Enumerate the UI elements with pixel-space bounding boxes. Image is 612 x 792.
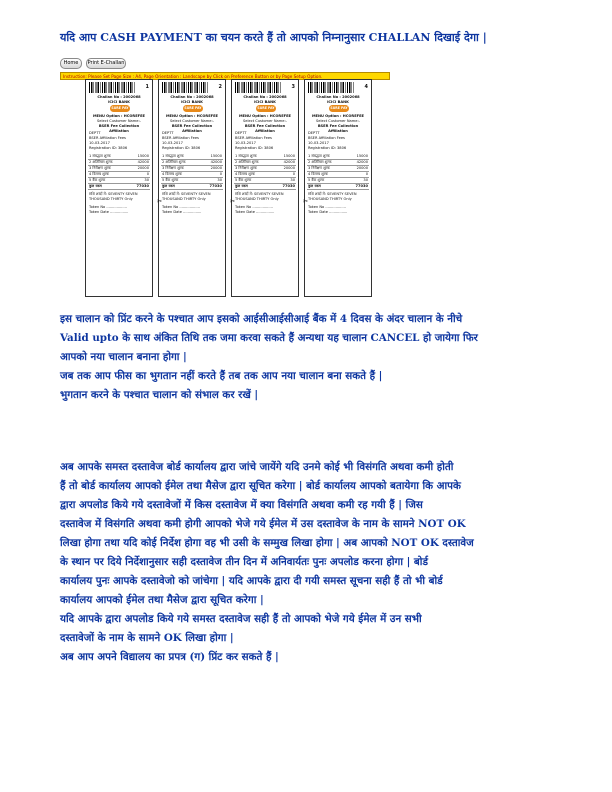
fee-value: 42000 — [137, 160, 149, 164]
total-amount: 77030 — [209, 184, 222, 188]
challan-copies — [85, 79, 377, 299]
fee-label: 1 संबद्धता शुल्क — [308, 154, 330, 158]
paragraph-line: कार्यालय पुनः आपके दस्तावेजो को जांचेगा | यदि आपके द्वारा दी गयी समस्त सूचना सही हैं तो भी बोर्ड — [60, 575, 443, 587]
amount-in-words: राशि शब्दों में: SEVENTY SEVEN THOUSAND THIRTY Only — [235, 192, 284, 201]
paragraph-line: दस्तावेजों के नाम के सामने OK लिखा होगा | — [60, 632, 234, 644]
barcode — [235, 82, 281, 93]
fee-value: 20000 — [137, 166, 149, 170]
fee-value: 30 — [290, 178, 295, 182]
token-date: Token Date ................ — [89, 210, 129, 214]
sure-pay-logo — [183, 105, 203, 112]
fee-value: 30 — [217, 178, 222, 182]
menu-option: MENU Option : HCOREFEE — [311, 114, 365, 118]
total-row — [307, 184, 369, 190]
payment-instructions — [60, 310, 560, 405]
amount-in-words: राशि शब्दों में: SEVENTY SEVEN THOUSAND THIRTY Only — [308, 192, 357, 201]
home-button[interactable]: Home — [60, 58, 82, 69]
select-customer: Select Customer Name:- — [316, 119, 360, 123]
bank-name: ICICI BANK — [108, 100, 130, 104]
barcode — [162, 82, 208, 93]
scissors-icon: ✂ — [157, 198, 163, 205]
challan-copy — [85, 79, 153, 297]
challan-number: Challan No : 2002068 — [97, 95, 141, 99]
fee-label: 5 बैंक शुल्क — [235, 178, 252, 182]
paragraph-line: यदि आपके द्वारा अपलोड किये गये समस्त दस्तावेज सही हैं तो आपको भेजे गये ईमेल में उन सभी — [60, 613, 422, 625]
total-label: कुल रकम — [308, 184, 321, 188]
paragraph-line: जब तक आप फीस का भुगतान नहीं करते हैं तब तक आप नया चालान बना सकते हैं | — [60, 370, 383, 382]
token-date: Token Date ................ — [235, 210, 275, 214]
fee-value: 0 — [219, 172, 222, 176]
total-row — [234, 184, 296, 190]
sure-pay-logo — [329, 105, 349, 112]
fee-label: 1 संबद्धता शुल्क — [235, 154, 257, 158]
challan-copy — [231, 79, 299, 297]
document-verification-instructions — [60, 458, 560, 667]
token-number: Token No .................. — [162, 205, 200, 209]
copy-number: 3 — [291, 84, 295, 90]
service-value: BSER Affiliation Fees — [162, 136, 199, 140]
total-row — [88, 184, 150, 190]
barcode — [89, 82, 135, 93]
fee-value: 0 — [365, 172, 368, 176]
token-number: Token No .................. — [308, 205, 346, 209]
registration-id: Registration ID: 3806 — [89, 146, 128, 150]
select-customer: Select Customer Name:- — [97, 119, 141, 123]
fee-label: 4 विलम्ब शुल्क — [162, 172, 182, 176]
paragraph-line: द्वारा अपलोड किये गये दस्तावेजों में किस दस्तावेज में क्या विसंगति अथवा कमी रह गयी हैं | जिस — [60, 499, 423, 511]
logo-text: SURE PAY — [111, 106, 129, 110]
fee-value: 42000 — [283, 160, 295, 164]
print-challan-button[interactable]: Print E-Challan — [86, 58, 126, 69]
fee-label: 3 निरीक्षण शुल्क — [235, 166, 257, 170]
challan-date: 10-03-2017 — [235, 141, 256, 145]
sure-pay-logo — [110, 105, 130, 112]
total-label: कुल रकम — [162, 184, 175, 188]
challan-date: 10-03-2017 — [89, 141, 110, 145]
page-heading: यदि आप CASH PAYMENT का चयन करते हैं तो आपको निम्नानुसार CHALLAN दिखाई देगा | — [60, 31, 487, 44]
fee-label: 4 विलम्ब शुल्क — [235, 172, 255, 176]
challan-copy — [304, 79, 372, 297]
instruction-banner: Instruction: Please Set Page Size : A4, Page Orientation : Landscape by Click on Preference Button or by Page Setup Option. — [60, 72, 390, 80]
total-label: कुल रकम — [235, 184, 248, 188]
registration-id: Registration ID: 3806 — [235, 146, 274, 150]
challan-number: Challan No : 2002068 — [243, 95, 287, 99]
total-amount: 77030 — [282, 184, 295, 188]
paragraph-line: कार्यालय आपको ईमेल तथा मैसेज द्वारा सूचित करेगा | — [60, 594, 264, 606]
scissors-icon: ✂ — [230, 198, 236, 205]
paragraph-line: हैं तो बोर्ड कार्यालय आपको ईमेल तथा मैसेज द्वारा सूचित करेगा | बोर्ड कार्यालय आपको बतायेगा कि आपके — [60, 480, 461, 492]
registration-id: Registration ID: 3806 — [162, 146, 201, 150]
total-amount: 77030 — [136, 184, 149, 188]
challan-number: Challan No : 2002068 — [170, 95, 214, 99]
menu-option: MENU Option : HCOREFEE — [238, 114, 292, 118]
paragraph-line: भुगतान करने के पश्चात चालान को संभाल कर रखें | — [60, 389, 259, 401]
customer-name: BSER Fee Collection Affiliation — [317, 124, 359, 133]
fee-label: 1 संबद्धता शुल्क — [89, 154, 111, 158]
fee-label: 2 अतिरिक्त शुल्क — [162, 160, 186, 164]
fee-value: 30 — [363, 178, 368, 182]
fee-value: 42000 — [356, 160, 368, 164]
copy-number: 4 — [364, 84, 368, 90]
fee-value: 15000 — [137, 154, 149, 158]
fee-label: 3 निरीक्षण शुल्क — [308, 166, 330, 170]
fee-value: 15000 — [210, 154, 222, 158]
challan-copy — [158, 79, 226, 297]
fee-value: 15000 — [356, 154, 368, 158]
fee-label: 5 बैंक शुल्क — [162, 178, 179, 182]
challan-number: Challan No : 2002068 — [316, 95, 360, 99]
token-number: Token No .................. — [235, 205, 273, 209]
logo-text: SURE PAY — [257, 106, 275, 110]
logo-text: SURE PAY — [184, 106, 202, 110]
fee-label: 3 निरीक्षण शुल्क — [89, 166, 111, 170]
dept-label: DEPTT — [235, 131, 247, 135]
logo-text: SURE PAY — [330, 106, 348, 110]
fee-value: 0 — [146, 172, 149, 176]
sure-pay-logo — [256, 105, 276, 112]
copy-number: 1 — [145, 84, 149, 90]
fee-value: 20000 — [283, 166, 295, 170]
service-value: BSER Affiliation Fees — [89, 136, 126, 140]
fee-label: 3 निरीक्षण शुल्क — [162, 166, 184, 170]
fee-label: 2 अतिरिक्त शुल्क — [235, 160, 259, 164]
bank-name: ICICI BANK — [181, 100, 203, 104]
fee-label: 4 विलम्ब शुल्क — [308, 172, 328, 176]
bank-name: ICICI BANK — [254, 100, 276, 104]
registration-id: Registration ID: 3806 — [308, 146, 347, 150]
dept-label: DEPTT — [162, 131, 174, 135]
amount-in-words: राशि शब्दों में: SEVENTY SEVEN THOUSAND THIRTY Only — [162, 192, 211, 201]
copy-number: 2 — [218, 84, 222, 90]
paragraph-line: अब आपके समस्त दस्तावेज बोर्ड कार्यालय द्वारा जांचे जायेंगे यदि उनमे कोई भी विसंगति अथवा कमी होती — [60, 461, 454, 473]
dept-label: DEPTT — [89, 131, 101, 135]
token-date: Token Date ................ — [162, 210, 202, 214]
fee-value: 15000 — [283, 154, 295, 158]
challan-date: 10-03-2017 — [162, 141, 183, 145]
scissors-icon: ✂ — [303, 198, 309, 205]
paragraph-line: के स्थान पर दिये निर्देशानुसार सही दस्तावेज तीन दिन में अनिवार्यतः पुनः अपलोड करना होगा | बोर्ड — [60, 556, 428, 568]
token-number: Token No .................. — [89, 205, 127, 209]
customer-name: BSER Fee Collection Affiliation — [171, 124, 213, 133]
total-amount: 77030 — [355, 184, 368, 188]
dept-label: DEPTT — [308, 131, 320, 135]
challan-date: 10-03-2017 — [308, 141, 329, 145]
fee-value: 20000 — [210, 166, 222, 170]
fee-value: 0 — [292, 172, 295, 176]
barcode — [308, 82, 354, 93]
fee-label: 1 संबद्धता शुल्क — [162, 154, 184, 158]
select-customer: Select Customer Name:- — [243, 119, 287, 123]
fee-value: 20000 — [356, 166, 368, 170]
paragraph-line: Valid upto के साथ अंकित तिथि तक जमा करवा सकते हैं अन्यथा यह चालान CANCEL हो जायेगा फिर — [60, 332, 478, 344]
token-date: Token Date ................ — [308, 210, 348, 214]
fee-label: 5 बैंक शुल्क — [89, 178, 106, 182]
fee-label: 2 अतिरिक्त शुल्क — [89, 160, 113, 164]
customer-name: BSER Fee Collection Affiliation — [98, 124, 140, 133]
fee-value: 30 — [144, 178, 149, 182]
fee-label: 4 विलम्ब शुल्क — [89, 172, 109, 176]
customer-name: BSER Fee Collection Affiliation — [244, 124, 286, 133]
paragraph-line: अब आप अपने विद्यालय का प्रपत्र (ग) प्रिंट कर सकते हैं | — [60, 651, 279, 663]
amount-in-words: राशि शब्दों में: SEVENTY SEVEN THOUSAND THIRTY Only — [89, 192, 138, 201]
service-value: BSER Affiliation Fees — [308, 136, 345, 140]
menu-option: MENU Option : HCOREFEE — [165, 114, 219, 118]
menu-option: MENU Option : HCOREFEE — [92, 114, 146, 118]
fee-label: 2 अतिरिक्त शुल्क — [308, 160, 332, 164]
paragraph-line: इस चालान को प्रिंट करने के पश्चात आप इसको आईसीआईसीआई बैंक में 4 दिवस के अंदर चालान के नीचे — [60, 313, 463, 325]
fee-label: 5 बैंक शुल्क — [308, 178, 325, 182]
bank-name: ICICI BANK — [327, 100, 349, 104]
service-value: BSER Affiliation Fees — [235, 136, 272, 140]
challan-toolbar — [60, 58, 380, 70]
total-label: कुल रकम — [89, 184, 102, 188]
paragraph-line: दस्तावेज में विसंगति अथवा कमी होगी आपको भेजे गये ईमेल में उस दस्तावेज के नाम के सामने NOT OK — [60, 518, 466, 530]
fee-value: 42000 — [210, 160, 222, 164]
select-customer: Select Customer Name:- — [170, 119, 214, 123]
paragraph-line: लिखा होगा तथा यदि कोई निर्देश होगा वह भी उसी के सम्मुख लिखा होगा | अब आपको NOT OK दस्तावेज — [60, 537, 474, 549]
paragraph-line: आपको नया चालान बनाना होगा | — [60, 351, 187, 363]
total-row — [161, 184, 223, 190]
